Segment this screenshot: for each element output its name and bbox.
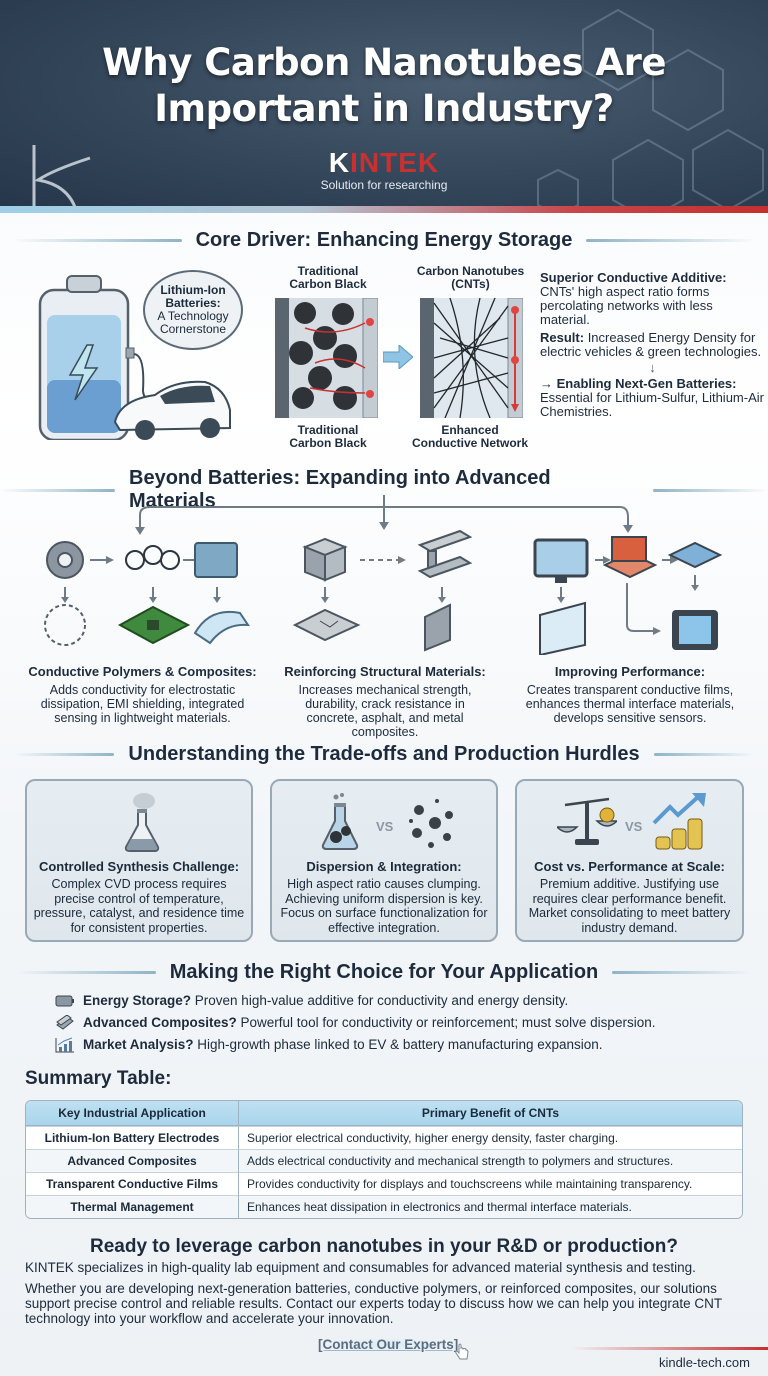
composite-layers-icon — [55, 1015, 75, 1031]
column-header-benefit: Primary Benefit of CNTs — [239, 1101, 742, 1126]
title-rule-left — [0, 489, 115, 492]
column-text-structural: Increases mechanical strength, durability, crack resistance in concrete, asphalt, and metal composites. — [298, 683, 472, 739]
advanced-materials-flow-diagram — [20, 495, 750, 655]
pointer-hand-icon — [454, 1343, 470, 1361]
column-text-polymers: Adds conductivity for electrostatic dissipation, EMI shielding, integrated sensing in lightweight materials. — [40, 683, 245, 725]
card-cost — [515, 779, 744, 942]
cell-benefit: Enhances heat dissipation in electronics and thermal interface materials. — [239, 1195, 742, 1218]
header-banner — [0, 0, 768, 210]
cell-benefit: Adds electrical conductivity and mechanical strength to polymers and structures. — [239, 1149, 742, 1172]
page-title — [0, 40, 768, 132]
choice-text: Powerful tool for conductivity or reinforcement; must solve dispersion. — [236, 1015, 656, 1030]
card-title: Cost vs. Performance at Scale: — [534, 859, 725, 874]
dispersed-particles-icon — [407, 795, 457, 850]
cnt-bottom-label: Enhanced Conductive Network — [411, 423, 528, 450]
section-heading: Making the Right Choice for Your Application — [169, 961, 599, 983]
flask-with-clumps-icon — [320, 793, 360, 851]
card-text: High aspect ratio causes clumping. Achieving uniform dispersion is key. Focus on surface functionalization for effective integration. — [280, 877, 488, 935]
cta-heading: Ready to leverage carbon nanotubes in your R&D or production? — [89, 1236, 679, 1257]
title-rule-right — [586, 239, 756, 242]
card-title: Dispersion & Integration: — [306, 859, 462, 874]
choice-bold: Energy Storage? — [83, 993, 192, 1008]
title-rule-right — [653, 489, 768, 492]
cell-benefit: Provides conductivity for displays and touchscreens while maintaining transparency. — [239, 1172, 742, 1195]
title-rule-left — [12, 239, 182, 242]
card-synthesis — [25, 779, 253, 942]
cnt-top-label: Carbon Nanotubes (CNTs) — [416, 264, 525, 291]
table-row — [26, 1172, 742, 1195]
card-text: Complex CVD process requires precise control of temperature, pressure, catalyst, and residence time for consistent properties. — [33, 877, 245, 935]
concrete-block-icon — [305, 539, 345, 580]
card-title: Controlled Synthesis Challenge: — [38, 859, 240, 874]
title-rule-right — [654, 753, 754, 756]
bubble-title: Lithium-Ion Batteries: — [160, 283, 226, 310]
point-text-next-gen: Essential for Lithium-Sulfur, Lithium-Air Chemistries. — [540, 390, 764, 419]
steel-i-beam-icon — [420, 531, 470, 577]
point-title-result: Result: — [540, 330, 585, 345]
section-title-tradeoffs — [0, 743, 768, 766]
point-text-result: Increased Energy Density for electric vehicles & green technologies. — [540, 330, 762, 359]
contact-experts-link[interactable]: [Contact Our Experts] — [314, 1337, 462, 1352]
table-header-row — [26, 1101, 742, 1126]
column-text-performance: Creates transparent conductive films, enhances thermal interface materials, develops sensitive sensors. — [525, 683, 735, 725]
choice-text: High-growth phase linked to EV & battery manufacturing expansion. — [193, 1037, 603, 1052]
cnt-network-diagram-icon — [420, 298, 523, 418]
section-heading: Core Driver: Enhancing Energy Storage — [195, 229, 573, 251]
point-title-next-gen: → Enabling Next-Gen Batteries: — [540, 376, 737, 391]
vs-label: VS — [376, 819, 394, 834]
title-line-2: Important in Industry? — [154, 87, 614, 130]
card-text: Premium additive. Justifying use requires clear performance benefit. Market consolidating to meet battery industry demand. — [528, 877, 731, 935]
section-heading: Understanding the Trade-offs and Production Hurdles — [128, 743, 640, 765]
carbon-black-bottom-label: Traditional Carbon Black — [289, 423, 367, 450]
arrow-right-icon — [383, 345, 413, 369]
title-rule-left — [16, 971, 156, 974]
cell-application: Advanced Composites — [26, 1149, 239, 1172]
metal-composite-icon — [425, 605, 450, 650]
website-url: kindle-tech.com — [658, 1355, 750, 1370]
cell-application: Thermal Management — [26, 1195, 239, 1218]
rising-cost-coins-icon — [652, 791, 708, 851]
header-divider-stripe — [0, 206, 768, 213]
flexible-film-icon — [195, 612, 248, 643]
card-dispersion — [270, 779, 498, 942]
brand-logo: KINTEK — [328, 147, 440, 178]
brand-block — [0, 148, 768, 192]
section-heading: Beyond Batteries: Expanding into Advanced Materials — [129, 467, 551, 512]
cta-paragraph-1: KINTEK specializes in high-quality lab equipment and consumables for advanced material synthesis and testing. — [25, 1260, 696, 1275]
section-title-energy — [0, 229, 768, 252]
cell-benefit: Superior electrical conductivity, higher energy density, faster charging. — [239, 1126, 742, 1149]
footer-accent-line — [570, 1347, 768, 1350]
cpu-chip-icon — [670, 543, 720, 567]
column-title-polymers: Conductive Polymers & Composites: — [28, 664, 257, 679]
balance-scale-icon — [557, 793, 617, 849]
molecule-icon — [126, 546, 179, 569]
point-title-conductive-additive: Superior Conductive Additive: — [540, 270, 727, 285]
battery-icon — [55, 994, 75, 1008]
table-row — [26, 1195, 742, 1218]
growth-chart-icon — [55, 1037, 75, 1053]
choice-bold: Market Analysis? — [83, 1037, 194, 1052]
table-row — [26, 1126, 742, 1149]
carbon-lattice-icon — [45, 605, 85, 645]
point-text-conductive-additive: CNTs' high aspect ratio forms percolating networks with less material. — [540, 284, 713, 327]
heat-sink-icon — [605, 537, 655, 577]
choice-bold: Advanced Composites? — [83, 1015, 237, 1030]
cta-paragraph-2: Whether you are developing next-generation batteries, conductive polymers, or reinforced composites, our solutions support precise control and reliable results. Contact our experts today to discuss how we can help you integrate CNT technology into your workflow and accelerate your innovation. — [25, 1281, 722, 1326]
choice-item-market — [55, 1035, 603, 1055]
circuit-board-icon — [195, 543, 237, 577]
title-rule-left — [14, 753, 114, 756]
choice-item-energy-storage — [55, 991, 568, 1011]
table-row — [26, 1149, 742, 1172]
summary-table-title: Summary Table: — [25, 1068, 172, 1089]
monitor-icon — [535, 540, 587, 576]
column-title-structural: Reinforcing Structural Materials: — [284, 664, 486, 679]
title-line-1: Why Carbon Nanotubes Are — [102, 41, 666, 84]
brand-tagline: Solution for researching — [320, 178, 448, 192]
bubble-text: A Technology Cornerstone — [157, 309, 229, 336]
choice-text: Proven high-value additive for conductivity and energy density. — [191, 993, 569, 1008]
choice-item-composites — [55, 1013, 655, 1033]
column-header-application: Key Industrial Application — [26, 1101, 239, 1126]
cell-application: Lithium-Ion Battery Electrodes — [26, 1126, 239, 1149]
transparent-film-icon — [540, 603, 585, 655]
flask-with-vapor-icon — [122, 791, 162, 853]
section-title-choice — [0, 961, 768, 984]
column-title-performance: Improving Performance: — [554, 664, 706, 679]
arrow-down-icon: ↓ — [649, 360, 656, 375]
vs-label: VS — [625, 819, 643, 834]
gear-icon — [47, 542, 83, 578]
cell-application: Transparent Conductive Films — [26, 1172, 239, 1195]
summary-table — [25, 1100, 743, 1219]
carbon-black-top-label: Traditional Carbon Black — [289, 264, 367, 291]
carbon-black-diagram-icon — [275, 298, 378, 418]
speech-bubble — [143, 270, 243, 350]
title-rule-right — [612, 971, 752, 974]
